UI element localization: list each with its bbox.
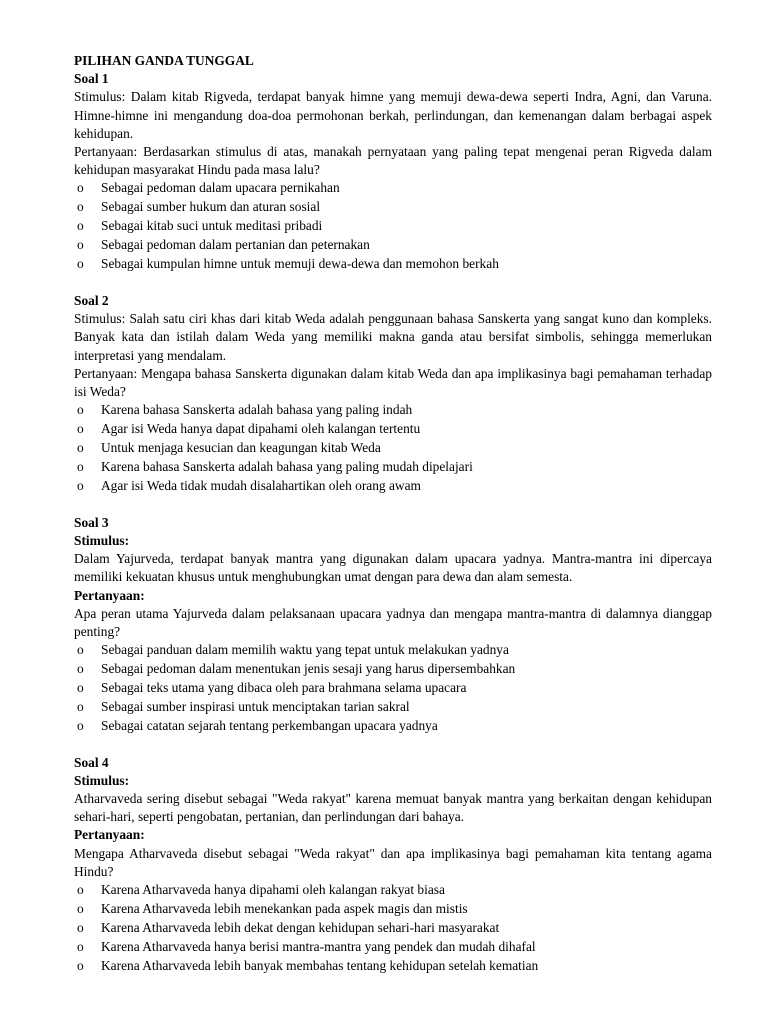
bullet-icon: o — [77, 256, 84, 272]
question-block-2 — [74, 292, 712, 496]
question-label: Pertanyaan: — [74, 587, 145, 603]
question-text: Mengapa Atharvaveda disebut sebagai "Weda rakyat" dan apa implikasinya bagi pemahaman kita tentang agama Hindu? — [74, 845, 712, 879]
bullet-icon: o — [77, 679, 84, 695]
option-text: Agar isi Weda tidak mudah disalahartikan oleh orang awam — [101, 477, 421, 493]
option-item — [74, 217, 712, 236]
option-text: Sebagai panduan dalam memilih waktu yang tepat untuk melakukan yadnya — [101, 642, 509, 658]
option-item — [74, 698, 712, 717]
bullet-icon: o — [77, 919, 84, 935]
stimulus-label: Stimulus: — [74, 532, 130, 548]
bullet-icon: o — [77, 402, 84, 418]
option-text: Sebagai catatan sejarah tentang perkembangan upacara yadnya — [101, 717, 438, 733]
bullet-icon: o — [77, 180, 84, 196]
options-list — [74, 881, 712, 976]
option-text: Sebagai sumber inspirasi untuk menciptakan tarian sakral — [101, 698, 410, 714]
bullet-icon: o — [77, 882, 84, 898]
option-text: Sebagai kitab suci untuk meditasi pribadi — [101, 218, 323, 234]
question-label: Pertanyaan: — [74, 827, 145, 843]
stimulus-text: Stimulus: Dalam kitab Rigveda, terdapat banyak himne yang memuji dewa-dewa seperti Indra, Agni, dan Varuna. Himne-himne ini mengandung doa-doa permohonan berkah, perlindungan, dan kemenangan dalam berbagai aspek kehidupan. — [74, 89, 712, 141]
option-item — [74, 641, 712, 660]
bullet-icon: o — [77, 661, 84, 677]
bullet-icon: o — [77, 458, 84, 474]
bullet-icon: o — [77, 957, 84, 973]
option-item — [74, 919, 712, 938]
question-text: Apa peran utama Yajurveda dalam pelaksanaan upacara yadnya dan mengapa mantra-mantra di dalamnya dianggap penting? — [74, 605, 712, 639]
option-item — [74, 957, 712, 976]
option-text: Sebagai pedoman dalam pertanian dan peternakan — [101, 237, 370, 253]
stimulus-label: Stimulus: — [74, 772, 130, 788]
option-text: Sebagai sumber hukum dan aturan sosial — [101, 199, 321, 215]
stimulus-text: Stimulus: Salah satu ciri khas dari kitab Weda adalah penggunaan bahasa Sanskerta yang sangat kuno dan kompleks. Banyak kata dan istilah dalam Weda yang memiliki makna ganda atau bersifat simbolis, sehingga memerlukan interpretasi yang mendalam. — [74, 311, 712, 363]
question-block-4 — [74, 754, 712, 976]
option-text: Karena Atharvaveda hanya berisi mantra-mantra yang pendek dan mudah dihafal — [101, 938, 536, 954]
option-text: Karena Atharvaveda lebih dekat dengan kehidupan sehari-hari masyarakat — [101, 919, 500, 935]
options-list — [74, 401, 712, 496]
question-title: Soal 3 — [74, 514, 109, 530]
option-item — [74, 198, 712, 217]
option-item — [74, 679, 712, 698]
option-item — [74, 477, 712, 496]
document-title: PILIHAN GANDA TUNGGAL — [74, 53, 254, 68]
option-item — [74, 717, 712, 736]
question-block-1 — [74, 70, 712, 274]
bullet-icon: o — [77, 439, 84, 455]
option-text: Agar isi Weda hanya dapat dipahami oleh kalangan tertentu — [101, 421, 421, 437]
option-text: Karena Atharvaveda hanya dipahami oleh kalangan rakyat biasa — [101, 882, 445, 898]
question-title: Soal 1 — [74, 71, 109, 87]
bullet-icon: o — [77, 900, 84, 916]
question-title: Soal 4 — [74, 754, 109, 770]
question-block-3 — [74, 514, 712, 736]
option-item — [74, 255, 712, 274]
question-text: Pertanyaan: Mengapa bahasa Sanskerta digunakan dalam kitab Weda dan apa implikasinya bagi pemahaman terhadap isi Weda? — [74, 365, 712, 399]
option-text: Sebagai pedoman dalam menentukan jenis sesaji yang harus dipersembahkan — [101, 661, 516, 677]
bullet-icon: o — [77, 421, 84, 437]
bullet-icon: o — [77, 199, 84, 215]
option-item — [74, 938, 712, 957]
option-item — [74, 660, 712, 679]
option-item — [74, 179, 712, 198]
option-text: Sebagai kumpulan himne untuk memuji dewa-dewa dan memohon berkah — [101, 256, 499, 272]
options-list — [74, 641, 712, 736]
question-text: Pertanyaan: Berdasarkan stimulus di atas, manakah pernyataan yang paling tepat mengenai peran Rigveda dalam kehidupan masyarakat Hindu pada masa lalu? — [74, 144, 712, 178]
bullet-icon: o — [77, 477, 84, 493]
stimulus-text: Atharvaveda sering disebut sebagai "Weda rakyat" karena memuat banyak mantra yang berkaitan dengan kehidupan sehari-hari, seperti pengobatan, pertanian, dan perlindungan dari bahaya. — [74, 791, 712, 825]
options-list — [74, 179, 712, 274]
option-item — [74, 401, 712, 420]
bullet-icon: o — [77, 938, 84, 954]
option-text: Sebagai teks utama yang dibaca oleh para brahmana selama upacara — [101, 679, 467, 695]
bullet-icon: o — [77, 698, 84, 714]
option-item — [74, 420, 712, 439]
option-text: Karena Atharvaveda lebih menekankan pada aspek magis dan mistis — [101, 900, 468, 916]
bullet-icon: o — [77, 237, 84, 253]
stimulus-text: Dalam Yajurveda, terdapat banyak mantra yang digunakan dalam upacara yadnya. Mantra-mantra ini dipercaya memiliki kekuatan khusus untuk menghubungkan umat dengan para dewa dan alam semesta. — [74, 551, 712, 585]
bullet-icon: o — [77, 642, 84, 658]
option-text: Karena Atharvaveda lebih banyak membahas tentang kehidupan setelah kematian — [101, 957, 539, 973]
option-text: Untuk menjaga kesucian dan keagungan kitab Weda — [101, 439, 381, 455]
option-text: Sebagai pedoman dalam upacara pernikahan — [101, 180, 340, 196]
option-item — [74, 900, 712, 919]
option-item — [74, 439, 712, 458]
option-text: Karena bahasa Sanskerta adalah bahasa yang paling indah — [101, 402, 413, 418]
option-text: Karena bahasa Sanskerta adalah bahasa yang paling mudah dipelajari — [101, 458, 473, 474]
bullet-icon: o — [77, 717, 84, 733]
option-item — [74, 236, 712, 255]
question-title: Soal 2 — [74, 292, 109, 308]
option-item — [74, 458, 712, 477]
bullet-icon: o — [77, 218, 84, 234]
option-item — [74, 881, 712, 900]
